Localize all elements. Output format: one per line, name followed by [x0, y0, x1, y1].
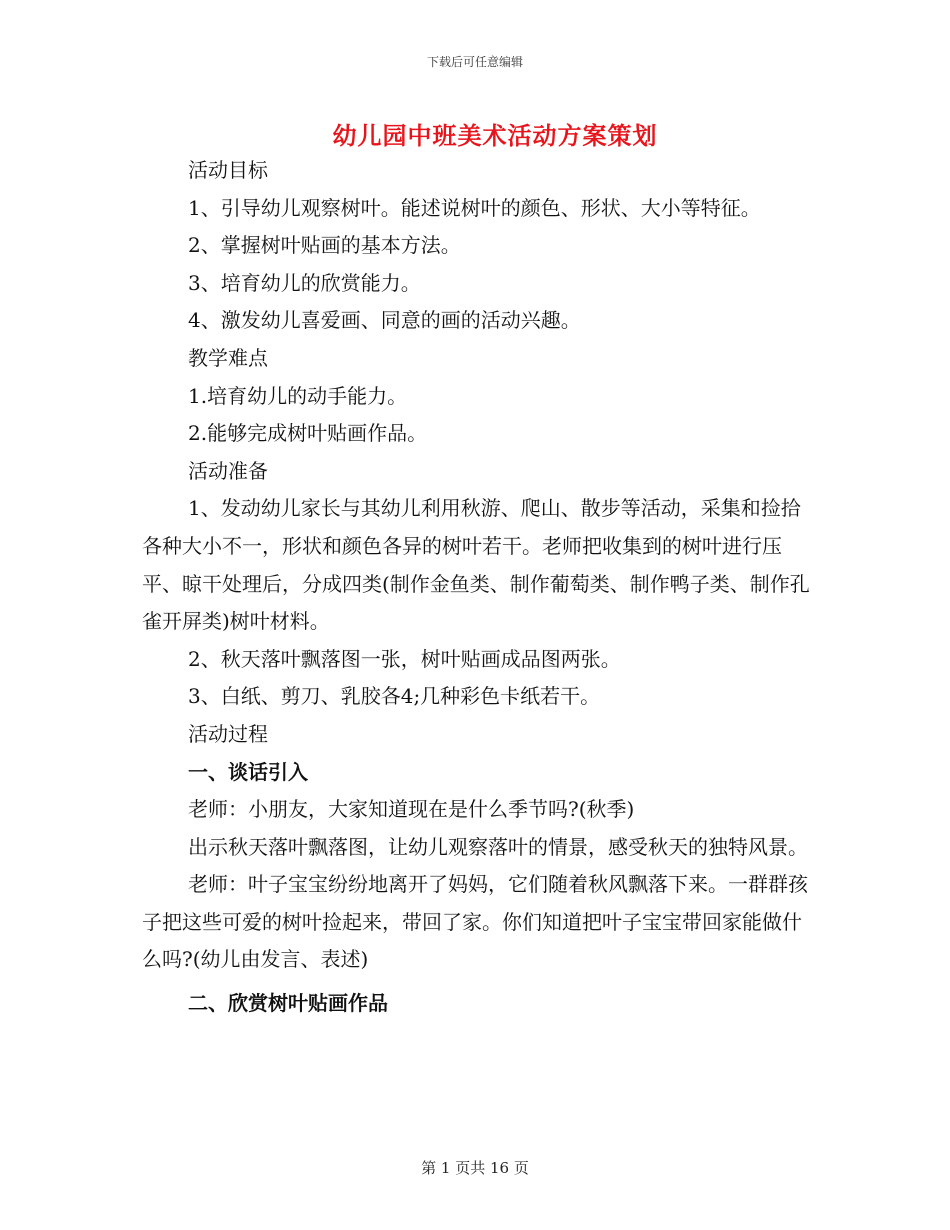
goals-heading: 活动目标: [188, 158, 268, 182]
prep-item: 1、发动幼儿家长与其幼儿利用秋游、爬山、散步等活动，采集和捡拾各种大小不一，形状和颜色各异的树叶若干。老师把收集到的树叶进行压平、晾干处理后，分成四类(制作金鱼类、制作葡萄类、制作鸭子类、制作孔雀开屏类)树叶材料。: [142, 496, 810, 634]
step-paragraph: 老师：叶子宝宝纷纷地离开了妈妈，它们随着秋风飘落下来。一群群孩子把这些可爱的树叶捡起来，带回了家。你们知道把叶子宝宝带回家能做什么吗?(幼儿由发言、表述): [142, 872, 808, 972]
page-footer: 第 1 页共 16 页: [421, 1159, 529, 1177]
step-paragraph: 老师：小朋友，大家知道现在是什么季节吗?(秋季): [188, 797, 635, 822]
difficulty-item: 1.培育幼儿的动手能力。: [188, 383, 408, 408]
goal-item: 1、引导幼儿观察树叶。能述说树叶的颜色、形状、大小等特征。: [188, 195, 761, 220]
difficulty-item: 2.能够完成树叶贴画作品。: [188, 421, 428, 446]
prep-heading: 活动准备: [188, 458, 268, 483]
difficulty-heading: 教学难点: [188, 345, 268, 370]
document-title: 幼儿园中班美术活动方案策划: [332, 121, 658, 150]
step-heading: 二、欣赏树叶贴画作品: [188, 991, 388, 1016]
document-body: [142, 152, 810, 1023]
prep-item: 3、白纸、剪刀、乳胶各4;几种彩色卡纸若干。: [188, 684, 601, 709]
prep-item: 2、秋天落叶飘落图一张，树叶贴画成品图两张。: [188, 646, 621, 671]
goal-item: 2、掌握树叶贴画的基本方法。: [188, 233, 461, 258]
goal-item: 3、培育幼儿的欣赏能力。: [188, 270, 421, 295]
step-paragraph: 出示秋天落叶飘落图，让幼儿观察落叶的情景，感受秋天的独特风景。: [188, 834, 808, 859]
step-heading: 一、谈话引入: [188, 759, 308, 784]
page-header-note: 下载后可任意编辑: [426, 55, 523, 69]
goal-item: 4、激发幼儿喜爱画、同意的画的活动兴趣。: [188, 308, 581, 333]
process-heading: 活动过程: [188, 721, 268, 746]
